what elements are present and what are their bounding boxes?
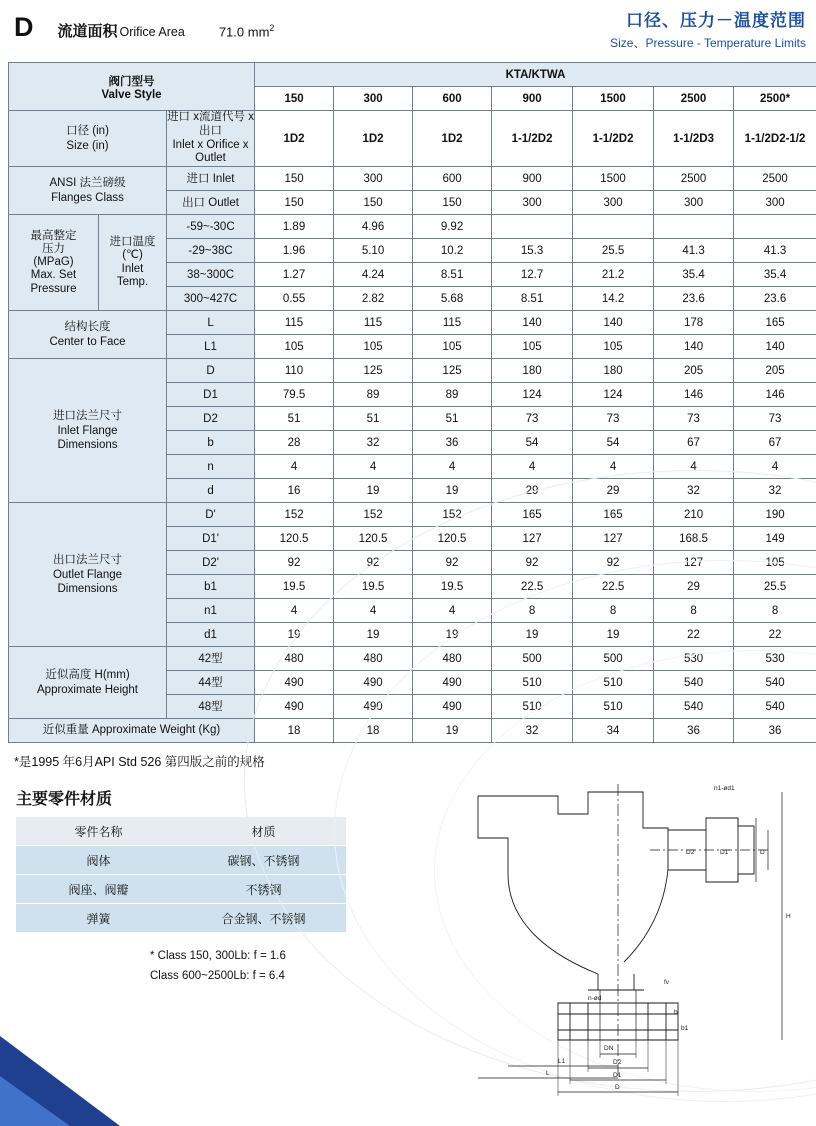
row-sublabel-type42: 42型: [167, 647, 255, 671]
header-left: [14, 12, 274, 43]
drawing-label-b1: b1: [681, 1025, 689, 1032]
cell: 110: [255, 359, 334, 383]
header-title: [610, 6, 806, 51]
cell: 79.5: [255, 383, 334, 407]
class-col-2500: 2500: [654, 87, 734, 111]
cell: 4: [413, 599, 492, 623]
row-label-outlet-flange: 出口法兰尺寸 Outlet Flange Dimensions: [9, 503, 167, 647]
section-letter: D: [14, 12, 34, 42]
cell: 490: [255, 671, 334, 695]
row-sublabel-b: b: [167, 431, 255, 455]
cell: 115: [334, 311, 413, 335]
cell: 19: [334, 479, 413, 503]
cell: 105: [492, 335, 573, 359]
material-value: 不锈钢: [181, 875, 346, 904]
cell: 205: [734, 359, 816, 383]
class-note-2: Class 600~2500Lb: f = 6.4: [150, 969, 285, 982]
drawing-label-Dp: D': [760, 849, 766, 856]
cell: 1-1/2D3: [654, 111, 734, 167]
cell: [734, 215, 816, 239]
cell: 23.6: [654, 287, 734, 311]
row-sublabel-size: 进口 x流道代号 x出口 Inlet x Orifice x Outlet: [167, 111, 255, 167]
cell: 32: [654, 479, 734, 503]
table-row: [9, 719, 816, 743]
drawing-label-D1p: D1': [720, 849, 730, 856]
cell: 41.3: [654, 239, 734, 263]
table-row: [16, 875, 346, 904]
cell: 51: [413, 407, 492, 431]
cell: 120.5: [413, 527, 492, 551]
valve-style-en: Valve Style: [101, 88, 162, 101]
orifice-area-unit-exp: 2: [269, 22, 275, 33]
row-label-weight: 近似重量 Approximate Weight (Kg): [9, 719, 255, 743]
cell: 105: [573, 335, 654, 359]
cell: 140: [492, 311, 573, 335]
cell: 8.51: [413, 263, 492, 287]
cell: 19: [492, 623, 573, 647]
orifice-area-label-en: Orifice Area: [119, 25, 185, 39]
class-note-1: * Class 150, 300Lb: f = 1.6: [150, 950, 286, 963]
table-row: [9, 167, 816, 191]
materials-table: [16, 817, 346, 933]
cell: 1D2: [413, 111, 492, 167]
cell: 22.5: [573, 575, 654, 599]
cell: 19: [413, 719, 492, 743]
class-col-1500: 1500: [573, 87, 654, 111]
cell: 4.96: [334, 215, 413, 239]
cell: 92: [573, 551, 654, 575]
material-part-name: 弹簧: [16, 904, 181, 933]
cell: 105: [334, 335, 413, 359]
cell: 92: [413, 551, 492, 575]
cell: 152: [334, 503, 413, 527]
cell: 152: [255, 503, 334, 527]
cell: 16: [255, 479, 334, 503]
cell: 540: [734, 695, 816, 719]
cell: 18: [334, 719, 413, 743]
cell: 35.4: [654, 263, 734, 287]
cell: 10.2: [413, 239, 492, 263]
row-sublabel-b1: b1: [167, 575, 255, 599]
table-row: [16, 817, 346, 846]
cell: 19.5: [255, 575, 334, 599]
cell: 2500: [654, 167, 734, 191]
cell: 300: [334, 167, 413, 191]
page-title-en: Size、Pressure - Temperature Limits: [610, 36, 806, 50]
cell: 120.5: [255, 527, 334, 551]
row-sublabel-temp-2: -29~38C: [167, 239, 255, 263]
cell: 8.51: [492, 287, 573, 311]
material-value: 合金钢、不锈钢: [181, 904, 346, 933]
cell: 500: [492, 647, 573, 671]
drawing-label-L1: L1: [558, 1058, 566, 1065]
cell: [492, 215, 573, 239]
cell: 32: [492, 719, 573, 743]
class-col-600: 600: [413, 87, 492, 111]
cell: 5.10: [334, 239, 413, 263]
cell: 51: [334, 407, 413, 431]
cell: 530: [654, 647, 734, 671]
cell: 600: [413, 167, 492, 191]
cell: 32: [734, 479, 816, 503]
cell: 168.5: [654, 527, 734, 551]
cell: 127: [654, 551, 734, 575]
drawing-label-D2: D2: [613, 1059, 622, 1066]
material-part-name: 阀座、阀瓣: [16, 875, 181, 904]
cell: 125: [334, 359, 413, 383]
class-col-150: 150: [255, 87, 334, 111]
class-col-300: 300: [334, 87, 413, 111]
cell: 1-1/2D2-1/2: [734, 111, 816, 167]
cell: 105: [734, 551, 816, 575]
cell: 490: [255, 695, 334, 719]
cell: 5.68: [413, 287, 492, 311]
cell: 178: [654, 311, 734, 335]
cell: 19: [573, 623, 654, 647]
valve-style-header: [9, 63, 255, 111]
cell: 510: [573, 695, 654, 719]
cell: 54: [573, 431, 654, 455]
row-label-max-set-pressure: 最高整定 压力 (MPaG) Max. Set Pressure: [9, 215, 99, 311]
cell: 25.5: [573, 239, 654, 263]
cell: 4: [654, 455, 734, 479]
cell: 300: [734, 191, 816, 215]
cell: 8: [654, 599, 734, 623]
cell: 146: [654, 383, 734, 407]
cell: 150: [413, 191, 492, 215]
drawing-label-n1-d1: n1-ød1: [714, 785, 735, 792]
table-row: [16, 904, 346, 933]
cell: 4: [334, 455, 413, 479]
cell: 51: [255, 407, 334, 431]
cell: 490: [334, 695, 413, 719]
row-sublabel-temp-1: -59~-30C: [167, 215, 255, 239]
cell: 124: [573, 383, 654, 407]
cell: 36: [654, 719, 734, 743]
cell: 29: [492, 479, 573, 503]
table-row: [9, 311, 816, 335]
cell: 146: [734, 383, 816, 407]
cell: 120.5: [334, 527, 413, 551]
cell: 540: [734, 671, 816, 695]
cell: 510: [492, 695, 573, 719]
cell: 140: [573, 311, 654, 335]
row-sublabel-L1: L1: [167, 335, 255, 359]
row-sublabel-type44: 44型: [167, 671, 255, 695]
table-row: [9, 111, 816, 167]
cell: 4: [334, 599, 413, 623]
cell: 8: [573, 599, 654, 623]
cell: 23.6: [734, 287, 816, 311]
cell: 36: [734, 719, 816, 743]
cell: 21.2: [573, 263, 654, 287]
cell: 1.89: [255, 215, 334, 239]
row-sublabel-L: L: [167, 311, 255, 335]
cell: 1-1/2D2: [492, 111, 573, 167]
cell: 19.5: [413, 575, 492, 599]
row-label-inlet-temp: 进口温度 (℃) Inlet Temp.: [99, 215, 167, 311]
corner-accent-light: [0, 1076, 70, 1126]
page-header: [0, 0, 816, 62]
drawing-label-n-d: n-ød: [588, 995, 602, 1002]
cell: 210: [654, 503, 734, 527]
cell: 35.4: [734, 263, 816, 287]
cell: 530: [734, 647, 816, 671]
row-sublabel-Dp: D': [167, 503, 255, 527]
cell: 67: [654, 431, 734, 455]
cell: 19: [413, 479, 492, 503]
row-sublabel-d: d: [167, 479, 255, 503]
row-sublabel-inlet: 进口 Inlet: [167, 167, 255, 191]
row-label-center-to-face: 结构长度 Center to Face: [9, 311, 167, 359]
drawing-label-L: L: [546, 1070, 550, 1077]
row-sublabel-D1: D1: [167, 383, 255, 407]
cell: 29: [654, 575, 734, 599]
cell: 8: [734, 599, 816, 623]
orifice-area-label-cn: 流道面积: [57, 23, 118, 40]
cell: 19: [255, 623, 334, 647]
valve-technical-drawing: [438, 778, 808, 1108]
row-sublabel-n1: n1: [167, 599, 255, 623]
cell: 73: [573, 407, 654, 431]
cell: 180: [492, 359, 573, 383]
cell: 165: [492, 503, 573, 527]
cell: 92: [255, 551, 334, 575]
cell: 22.5: [492, 575, 573, 599]
row-sublabel-outlet: 出口 Outlet: [167, 191, 255, 215]
cell: 19: [334, 623, 413, 647]
cell: 19: [413, 623, 492, 647]
cell: 150: [255, 191, 334, 215]
cell: 1D2: [334, 111, 413, 167]
cell: [654, 215, 734, 239]
spec-table: [8, 62, 816, 743]
row-sublabel-D: D: [167, 359, 255, 383]
cell: 4: [573, 455, 654, 479]
row-label-size-cn: 口径 (in): [66, 125, 109, 138]
cell: 500: [573, 647, 654, 671]
cell: 29: [573, 479, 654, 503]
cell: 4: [255, 599, 334, 623]
cell: 115: [413, 311, 492, 335]
row-sublabel-type48: 48型: [167, 695, 255, 719]
cell: 149: [734, 527, 816, 551]
cell: 900: [492, 167, 573, 191]
row-sublabel-D2: D2: [167, 407, 255, 431]
drawing-label-fv: fv: [664, 979, 670, 986]
cell: 25.5: [734, 575, 816, 599]
series-header: KTA/KTWA: [255, 63, 816, 87]
cell: 490: [413, 695, 492, 719]
footnote: *是1995 年6月API Std 526 第四版之前的规格: [14, 755, 265, 770]
materials-header-material: 材质: [181, 817, 346, 846]
row-sublabel-D2p: D2': [167, 551, 255, 575]
row-sublabel-temp-4: 300~427C: [167, 287, 255, 311]
row-sublabel-D1p: D1': [167, 527, 255, 551]
cell: 1-1/2D2: [573, 111, 654, 167]
page-title-cn: 口径、压力－温度范围: [626, 11, 806, 30]
cell: 92: [334, 551, 413, 575]
cell: 4.24: [334, 263, 413, 287]
valve-style-cn: 阀门型号: [108, 75, 155, 88]
cell: 1D2: [255, 111, 334, 167]
table-row: [9, 63, 816, 87]
cell: 4: [492, 455, 573, 479]
cell: 152: [413, 503, 492, 527]
cell: 125: [413, 359, 492, 383]
cell: 4: [734, 455, 816, 479]
cell: 300: [573, 191, 654, 215]
orifice-area-value: 71.0 $mm^2$: [218, 22, 275, 39]
cell: 54: [492, 431, 573, 455]
cell: 89: [413, 383, 492, 407]
cell: 540: [654, 671, 734, 695]
table-row: [9, 359, 816, 383]
cell: [573, 215, 654, 239]
cell: 2500: [734, 167, 816, 191]
cell: 9.92: [413, 215, 492, 239]
material-part-name: 阀体: [16, 846, 181, 875]
cell: 105: [255, 335, 334, 359]
cell: 2.82: [334, 287, 413, 311]
table-row: [9, 215, 816, 239]
cell: 190: [734, 503, 816, 527]
material-value: 碳钢、不锈钢: [181, 846, 346, 875]
cell: 140: [654, 335, 734, 359]
cell: 115: [255, 311, 334, 335]
class-col-900: 900: [492, 87, 573, 111]
cell: 41.3: [734, 239, 816, 263]
cell: 510: [492, 671, 573, 695]
cell: 165: [573, 503, 654, 527]
flange-class-en: Flanges Class: [51, 191, 124, 204]
cell: 73: [734, 407, 816, 431]
cell: 1500: [573, 167, 654, 191]
cell: 165: [734, 311, 816, 335]
cell: 105: [413, 335, 492, 359]
drawing-label-b: b: [674, 1009, 678, 1016]
flange-class-cn: ANSI 法兰磅级: [49, 177, 126, 190]
row-sublabel-n: n: [167, 455, 255, 479]
cell: 89: [334, 383, 413, 407]
cell: 150: [255, 167, 334, 191]
cell: 1.96: [255, 239, 334, 263]
cell: 28: [255, 431, 334, 455]
drawing-label-H: H: [786, 913, 791, 920]
table-row: [9, 503, 816, 527]
cell: 480: [413, 647, 492, 671]
drawing-label-D2p: D2': [686, 849, 696, 856]
materials-header-part: 零件名称: [16, 817, 181, 846]
cell: 1.27: [255, 263, 334, 287]
row-label-approx-height: 近似高度 H(mm) Approximate Height: [9, 647, 167, 719]
class-col-2500-star: 2500*: [734, 87, 816, 111]
cell: 15.3: [492, 239, 573, 263]
row-label-inlet-flange: 进口法兰尺寸 Inlet Flange Dimensions: [9, 359, 167, 503]
row-sublabel-d1: d1: [167, 623, 255, 647]
cell: 510: [573, 671, 654, 695]
cell: 480: [255, 647, 334, 671]
cell: 490: [334, 671, 413, 695]
cell: 92: [492, 551, 573, 575]
cell: 36: [413, 431, 492, 455]
drawing-label-DN: DN: [604, 1045, 614, 1052]
cell: 19.5: [334, 575, 413, 599]
cell: 18: [255, 719, 334, 743]
row-sublabel-temp-3: 38~300C: [167, 263, 255, 287]
cell: 73: [654, 407, 734, 431]
cell: 540: [654, 695, 734, 719]
cell: 180: [573, 359, 654, 383]
cell: 300: [654, 191, 734, 215]
cell: 22: [734, 623, 816, 647]
cell: 480: [334, 647, 413, 671]
materials-section-title: 主要零件材质: [16, 791, 113, 809]
row-label-flange-class: [9, 167, 167, 215]
cell: 0.55: [255, 287, 334, 311]
cell: 127: [573, 527, 654, 551]
drawing-label-D1: D1: [613, 1072, 622, 1079]
drawing-svg: [438, 778, 808, 1108]
cell: 67: [734, 431, 816, 455]
cell: 4: [413, 455, 492, 479]
cell: 4: [255, 455, 334, 479]
table-row: [9, 647, 816, 671]
cell: 8: [492, 599, 573, 623]
cell: 22: [654, 623, 734, 647]
cell: 124: [492, 383, 573, 407]
cell: 150: [334, 191, 413, 215]
table-row: [16, 846, 346, 875]
cell: 14.2: [573, 287, 654, 311]
row-label-size: [9, 111, 167, 167]
cell: 205: [654, 359, 734, 383]
cell: 300: [492, 191, 573, 215]
cell: 140: [734, 335, 816, 359]
cell: 73: [492, 407, 573, 431]
row-label-size-en: Size (in): [66, 139, 109, 152]
cell: 12.7: [492, 263, 573, 287]
cell: 32: [334, 431, 413, 455]
drawing-label-D: D: [615, 1084, 620, 1091]
cell: 34: [573, 719, 654, 743]
cell: 127: [492, 527, 573, 551]
cell: 490: [413, 671, 492, 695]
